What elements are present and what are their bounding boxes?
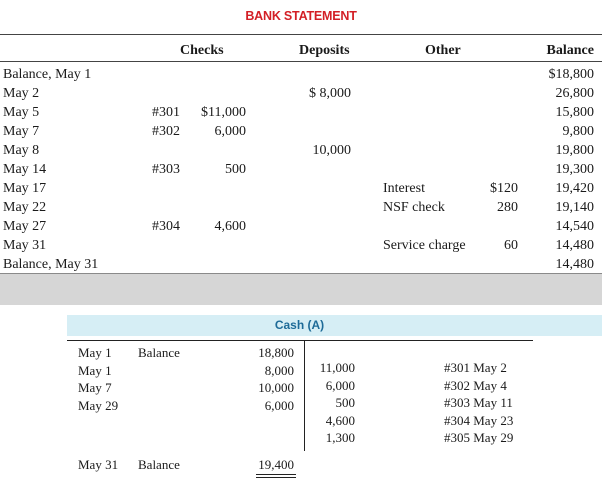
row-other-amount: 280: [497, 200, 518, 215]
debit-amount: 6,000: [264, 397, 294, 413]
row-balance: 26,800: [555, 86, 594, 101]
credit-amount: 1,300: [325, 430, 355, 445]
row-check-number: #304: [152, 219, 180, 234]
credit-desc: #302 May 4: [444, 377, 507, 393]
debit-amount: 10,000: [258, 380, 294, 395]
row-balance: 15,800: [555, 105, 594, 120]
credit-desc: #304 May 23: [444, 412, 514, 428]
row-date: May 22: [3, 200, 47, 215]
credit-amount: 4,600: [325, 412, 355, 428]
row-check-amount: 500: [225, 162, 246, 177]
credit-desc: #305 May 29: [444, 430, 514, 445]
balance-header: Balance: [546, 43, 594, 58]
row-other-amount: 60: [504, 238, 518, 253]
t-account-vertical-rule: [304, 341, 305, 451]
deposits-header: Deposits: [299, 43, 350, 58]
row-check-number: #302: [152, 124, 180, 139]
debit-amount: 8,000: [264, 362, 294, 378]
debit-date: May 1: [78, 362, 112, 378]
double-underline-bottom: [256, 477, 296, 478]
row-deposit: $ 8,000: [309, 86, 351, 101]
header-top-rule: [0, 34, 602, 35]
row-balance: $18,800: [548, 67, 594, 82]
row-balance: 19,300: [555, 162, 594, 177]
row-date: Balance, May 31: [3, 257, 99, 272]
row-balance: 19,140: [555, 200, 594, 215]
row-balance: 14,480: [555, 257, 594, 272]
row-check-amount: 6,000: [214, 124, 246, 139]
debit-date: May 1: [78, 345, 112, 360]
debit-amount: 18,800: [258, 345, 294, 360]
cash-account-title: Cash (A): [274, 318, 325, 332]
debit-date: May 7: [78, 380, 112, 395]
row-date: May 7: [3, 124, 40, 139]
row-date: May 17: [3, 181, 47, 196]
credit-amount: 6,000: [325, 377, 355, 393]
section-divider-band: [0, 273, 602, 305]
row-balance: 19,420: [555, 181, 594, 196]
t-account-horizontal-rule: [67, 340, 533, 341]
row-balance: 19,800: [555, 143, 594, 158]
row-other-label: Service charge: [383, 238, 466, 253]
row-date: May 31: [3, 238, 47, 253]
row-date: May 5: [3, 105, 40, 120]
debit-date: May 29: [78, 397, 119, 413]
header-bottom-rule: [0, 61, 602, 62]
row-other-label: Interest: [383, 181, 425, 196]
row-date: May 14: [3, 162, 47, 177]
debit-desc: Balance: [138, 345, 180, 360]
ending-balance-amount: 19,400: [258, 457, 294, 472]
row-date: May 27: [3, 219, 47, 234]
row-other-label: NSF check: [383, 200, 445, 215]
row-deposit: 10,000: [312, 143, 351, 158]
row-check-amount: 4,600: [214, 219, 246, 234]
row-balance: 14,540: [555, 219, 594, 234]
row-date: Balance, May 1: [3, 67, 92, 82]
row-other-amount: $120: [490, 181, 518, 196]
row-date: May 2: [3, 86, 40, 101]
credit-desc: #303 May 11: [444, 395, 513, 410]
other-header: Other: [425, 43, 461, 58]
bank-statement-title: BANK STATEMENT: [245, 9, 357, 23]
credit-amount: 500: [335, 395, 355, 410]
checks-header: Checks: [180, 43, 224, 58]
credit-amount: 11,000: [319, 360, 355, 375]
ending-balance-label: Balance: [138, 457, 180, 472]
row-check-number: #301: [152, 105, 180, 120]
row-balance: 9,800: [562, 124, 594, 139]
ending-balance-date: May 31: [78, 457, 119, 472]
row-check-amount: $11,000: [201, 105, 246, 120]
double-underline-top: [256, 474, 296, 475]
row-balance: 14,480: [555, 238, 594, 253]
credit-desc: #301 May 2: [444, 360, 507, 375]
row-date: May 8: [3, 143, 40, 158]
row-check-number: #303: [152, 162, 180, 177]
